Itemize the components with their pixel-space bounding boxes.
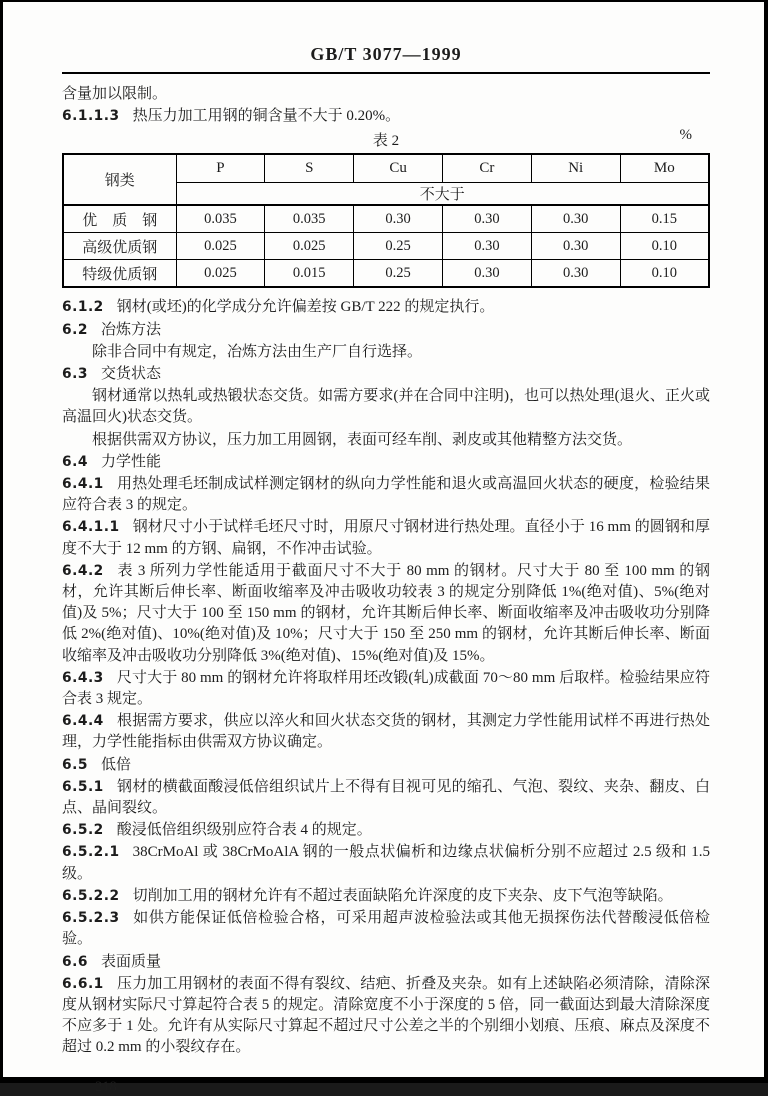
clause-text: 表面质量 [100,953,161,970]
cell-value: 0.30 [442,260,531,288]
clause-number: 6.4.1 [62,476,104,493]
standard-number-title: GB/T 3077—1999 [310,44,462,64]
clause-number: 6.5.2.1 [62,844,120,861]
cell-value: 0.25 [354,233,443,260]
clause-6-4-3 [62,668,710,710]
clause-6-4-heading [62,452,710,473]
body-text [62,84,710,1096]
table-row [63,205,709,233]
cell-value: 0.035 [176,205,265,233]
table-caption: 表 2 [372,133,400,150]
table-caption-row [62,129,710,151]
clause-number: 6.6.1 [62,975,104,992]
paragraph-delivery-condition-2 [62,430,710,451]
table-header-row-elements [63,154,709,183]
clause-text: 38CrMoAl 或 38CrMoAlA 钢的一般点状偏析和边缘点状偏析分别不应超过 2.5 级和 1.5 级。 [62,844,710,882]
clause-number: 6.4 [62,453,88,470]
cell-value: 0.035 [265,205,354,233]
table-corner-header: 钢类 [63,154,176,205]
clause-number: 6.4.1.1 [62,519,120,536]
cell-value: 0.30 [531,260,620,288]
table-bottom-gap [62,288,710,296]
clause-number: 6.5.2 [62,822,104,839]
cell-value: 0.10 [620,233,709,260]
clause-text: 酸浸低倍组织级别应符合表 4 的规定。 [116,822,372,839]
clause-6-6-1 [62,974,710,1059]
clause-text: 冶炼方法 [100,321,161,338]
row-label-high-quality-steel: 高级优质钢 [63,233,176,260]
clause-number: 6.4.3 [62,669,104,686]
cell-value: 0.025 [176,260,265,288]
clause-number: 6.1.1.3 [62,108,120,125]
not-greater-than-header: 不大于 [176,183,709,206]
column-header-Mo: Mo [620,154,709,183]
cell-value: 0.10 [620,260,709,288]
clause-6-5-1 [62,777,710,819]
cell-value: 0.30 [531,233,620,260]
clause-number: 6.4.4 [62,713,104,730]
paragraph-text: 除非合同中有规定，冶炼方法由生产厂自行选择。 [92,343,423,360]
clause-text: 尺寸大于 80 mm 的钢材允许将取样用坯改锻(轧)成截面 70～80 mm 后取样。检验结果应符合表 3 规定。 [62,669,710,708]
clause-6-4-1 [62,474,710,516]
column-header-Cu: Cu [354,154,443,183]
clause-number: 6.5.2.2 [62,887,120,904]
cell-value: 0.015 [265,260,354,288]
clause-text: 根据需方要求，供应以淬火和回火状态交货的钢材，其测定力学性能用试样不再进行热处理，力学性能指标由供需双方协议确定。 [62,713,710,751]
clause-text: 表 3 所列力学性能适用于截面尺寸不大于 80 mm 的钢材。尺寸大于 80 至 100 mm 的钢材，允许其断后伸长率、断面收缩率及冲击吸收功较表 3 的规定分别降低 1%(绝对值)、5%(绝对值)及 5%；尺寸大于 100 至 150 mm 的钢材，允许其断后伸长率、断面收缩率及冲击吸收功分别降低 2%(绝对值)、10%(绝对值)及 10%；尺寸大于 150 至 250 mm 的钢材，允许其断后伸长率、断面收缩率及冲击吸收功分别降低 3%(绝对值)、15%(绝对值)及 15%。 [62,562,710,664]
paragraph-continuation [62,84,710,105]
page-number: 218 [95,1078,117,1095]
clause-number: 6.2 [62,321,88,338]
page-content [62,2,710,1096]
clause-6-4-1-1 [62,517,710,559]
cell-value: 0.15 [620,205,709,233]
clause-6-4-4 [62,711,710,753]
clause-6-6-heading [62,952,710,973]
clause-6-1-1-3 [62,106,710,127]
table-2-copper-limits [62,153,710,288]
document-header [62,44,710,74]
column-header-Cr: Cr [442,154,531,183]
clause-6-5-2-3 [62,908,710,950]
clause-text: 低倍 [100,756,131,773]
clause-text: 力学性能 [100,453,161,470]
table-row [63,260,709,288]
clause-number: 6.5.2.3 [62,910,120,927]
column-header-Ni: Ni [531,154,620,183]
clause-6-5-heading [62,755,710,776]
clause-6-5-2-2 [62,886,710,907]
table-unit-label: % [679,127,692,144]
cell-value: 0.025 [265,233,354,260]
row-label-super-quality-steel: 特级优质钢 [63,260,176,288]
clause-text: 交货状态 [100,366,161,383]
header-rule [62,72,710,74]
paragraph-text: 钢材通常以热轧或热锻状态交货。如需方要求(并在合同中注明)，也可以热处理(退火、正火或高温回火)状态交货。 [62,388,710,426]
cell-value: 0.30 [442,205,531,233]
clause-text: 用热处理毛坯制成试样测定钢材的纵向力学性能和退火或高温回火状态的硬度，检验结果应符合表 3 的规定。 [62,476,710,514]
clause-6-3-heading [62,364,710,385]
clause-6-5-2 [62,820,710,841]
paragraph-text: 含量加以限制。 [62,86,168,102]
clause-6-4-2 [62,561,710,667]
clause-text: 热压力加工用钢的铜含量不大于 0.20%。 [132,108,401,125]
paragraph-text: 根据供需双方协议，压力加工用圆钢，表面可经车削、剥皮或其他精整方法交货。 [92,431,633,448]
clause-6-1-2 [62,297,710,318]
column-header-S: S [265,154,354,183]
clause-text: 钢材的横截面酸浸低倍组织试片上不得有目视可见的缩孔、气泡、裂纹、夹杂、翻皮、白点、晶间裂纹。 [62,778,710,817]
clause-number: 6.1.2 [62,299,104,316]
clause-text: 切削加工用的钢材允许有不超过表面缺陷允许深度的皮下夹杂、皮下气泡等缺陷。 [132,887,673,904]
cell-value: 0.25 [354,260,443,288]
clause-text: 钢材尺寸小于试样毛坯尺寸时，用原尺寸钢材进行热处理。直径小于 16 mm 的圆钢和厚度不大于 12 mm 的方钢、扁钢，不作冲击试验。 [62,519,710,557]
table-row [63,233,709,260]
clause-text: 钢材(或坯)的化学成分允许偏差按 GB/T 222 的规定执行。 [116,299,495,316]
paragraph-delivery-condition-1 [62,386,710,428]
paragraph-smelting-method [62,342,710,363]
column-header-P: P [176,154,265,183]
clause-number: 6.6 [62,953,88,970]
clause-text: 如供方能保证低倍检验合格，可采用超声波检验法或其他无损探伤法代替酸浸低倍检验。 [62,910,710,948]
row-label-quality-steel: 优 质 钢 [63,205,176,233]
cell-value: 0.30 [442,233,531,260]
cell-value: 0.30 [354,205,443,233]
clause-number: 6.5 [62,756,88,773]
clause-6-2-heading [62,320,710,341]
clause-text: 压力加工用钢材的表面不得有裂纹、结疤、折叠及夹杂。如有上述缺陷必须清除，清除深度从钢材实际尺寸算起符合表 5 的规定。清除宽度不小于深度的 5 倍，同一截面达到最大清除深度不应多于 1 处。允许有从实际尺寸算起不超过尺寸公差之半的个别细小划痕、压痕、麻点及深度不超过 0.2 mm 的小裂纹存在。 [62,975,710,1056]
clause-number: 6.4.2 [62,562,104,579]
clause-6-5-2-1 [62,842,710,884]
cell-value: 0.30 [531,205,620,233]
clause-number: 6.3 [62,366,88,383]
cell-value: 0.025 [176,233,265,260]
clause-number: 6.5.1 [62,778,104,795]
